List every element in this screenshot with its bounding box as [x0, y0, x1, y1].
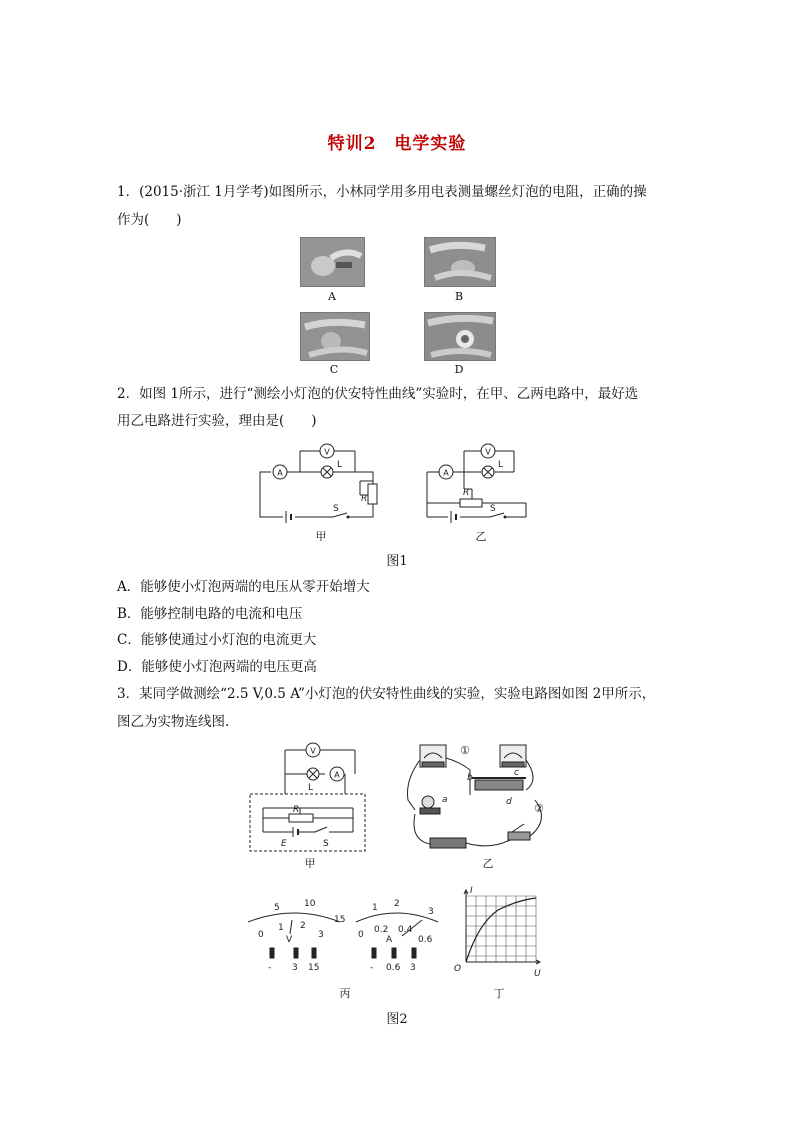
vterm-minus: -: [268, 963, 272, 973]
fig2-label-jia: 甲: [304, 857, 316, 870]
q2-stem-line2: 用乙电路进行实验，理由是( ): [117, 413, 317, 429]
switch-label: S: [333, 504, 339, 514]
svg-text:V: V: [310, 746, 316, 756]
vscale-bottom-2: 2: [300, 921, 306, 931]
q2-stem-line1: 2．如图 1所示，进行“测绘小灯泡的伏安特性曲线”实验时，在甲、乙两电路中，最好选: [117, 386, 639, 402]
figure-1-caption: 图1: [386, 554, 408, 569]
svg-text:S: S: [490, 504, 496, 514]
ammeter-scale-diagram: [350, 892, 445, 974]
vterm-3: 3: [292, 963, 298, 973]
voltmeter-scale-diagram: [242, 892, 347, 974]
ascale-top-3: 3: [428, 907, 434, 917]
ammeter-label: A: [277, 468, 283, 478]
wire-label-a: a: [442, 795, 448, 805]
wire-label-two: ②: [534, 802, 544, 815]
figure-2-caption: 图2: [386, 1012, 408, 1027]
q1-stem-line2: 作为( ): [117, 212, 182, 228]
svg-text:V: V: [485, 447, 491, 457]
ascale-bottom-04: 0.4: [398, 925, 413, 935]
aterm-minus: -: [370, 963, 374, 973]
q1-label-d: D: [454, 363, 464, 376]
circuit-jia-diagram: [255, 437, 390, 533]
q3-stem-line1: 3．某同学做测绘“2.5 V,0.5 A”小灯泡的伏安特性曲线的实验，实验电路图如图 2甲所示，: [117, 686, 656, 702]
svg-text:A: A: [334, 770, 340, 780]
vscale-top-5: 5: [274, 903, 280, 913]
wire-label-one: ①: [460, 744, 470, 757]
wire-label-b: b: [467, 773, 473, 783]
q1-photo-c: [300, 312, 370, 361]
circuit-fig2-jia-diagram: [245, 738, 370, 853]
fig2-label-bing: 丙: [339, 987, 351, 1000]
q2-option-a: A．能够使小灯泡两端的电压从零开始增大: [117, 579, 370, 595]
vscale-bottom-1: 1: [278, 923, 284, 933]
q1-photo-d: [424, 312, 496, 361]
q1-stem-line1: 1．(2015·浙江 1月学考)如图所示，小林同学用多用电表测量螺丝灯泡的电阻，正确的操: [117, 184, 647, 200]
page-title: 特训2 电学实验: [327, 134, 467, 154]
q1-label-a: A: [328, 290, 336, 303]
q2-option-d: D．能够使小灯泡两端的电压更高: [117, 659, 317, 675]
fig2-label-ding: 丁: [493, 987, 505, 1000]
fig1-label-yi: 乙: [475, 530, 487, 543]
graph-x-label: U: [534, 969, 541, 978]
vscale-bottom-0: 0: [258, 930, 264, 940]
lamp-label: L: [337, 460, 343, 470]
svg-text:R: R: [463, 488, 470, 498]
vscale-bottom-3: 3: [318, 930, 324, 940]
q3-lamp-label: L: [308, 783, 314, 793]
circuit-yi-diagram: [422, 437, 547, 533]
q2-option-c: C．能够使通过小灯泡的电流更大: [117, 632, 317, 648]
fig2-label-yi: 乙: [482, 857, 494, 870]
q3-stem-line2: 图乙为实物连线图.: [117, 714, 230, 730]
voltmeter-label: V: [324, 447, 330, 457]
ascale-unit: A: [386, 935, 393, 945]
ascale-bottom-0: 0: [358, 930, 364, 940]
iu-graph-diagram: [448, 884, 548, 978]
svg-text:A: A: [443, 468, 449, 478]
svg-text:L: L: [498, 460, 504, 470]
fig1-label-jia: 甲: [315, 530, 327, 543]
q3-rheostat-label: R: [293, 805, 300, 815]
graph-y-label: I: [470, 886, 473, 896]
physical-wiring-diagram: [400, 740, 560, 858]
ascale-top-2: 2: [394, 899, 400, 909]
ascale-bottom-02: 0.2: [374, 925, 389, 935]
ascale-top-1: 1: [372, 903, 378, 913]
aterm-3: 3: [410, 963, 416, 973]
wire-label-c: c: [514, 768, 519, 778]
q1-label-b: B: [454, 290, 464, 303]
vscale-unit: V: [286, 935, 293, 945]
q1-photo-a: [300, 237, 365, 287]
q3-switch-label: S: [323, 839, 329, 849]
ascale-bottom-06: 0.6: [418, 935, 433, 945]
vscale-top-15: 15: [334, 915, 346, 925]
wire-label-d: d: [506, 797, 512, 807]
q3-emf-label: E: [281, 839, 287, 849]
rheostat-label: R: [361, 494, 368, 504]
vscale-top-10: 10: [304, 899, 316, 909]
q1-label-c: C: [329, 363, 339, 376]
aterm-06: 0.6: [386, 963, 401, 973]
graph-origin-label: O: [454, 964, 462, 974]
vterm-15: 15: [308, 963, 320, 973]
q2-option-b: B．能够控制电路的电流和电压: [117, 606, 303, 622]
q1-photo-b: [424, 237, 496, 287]
